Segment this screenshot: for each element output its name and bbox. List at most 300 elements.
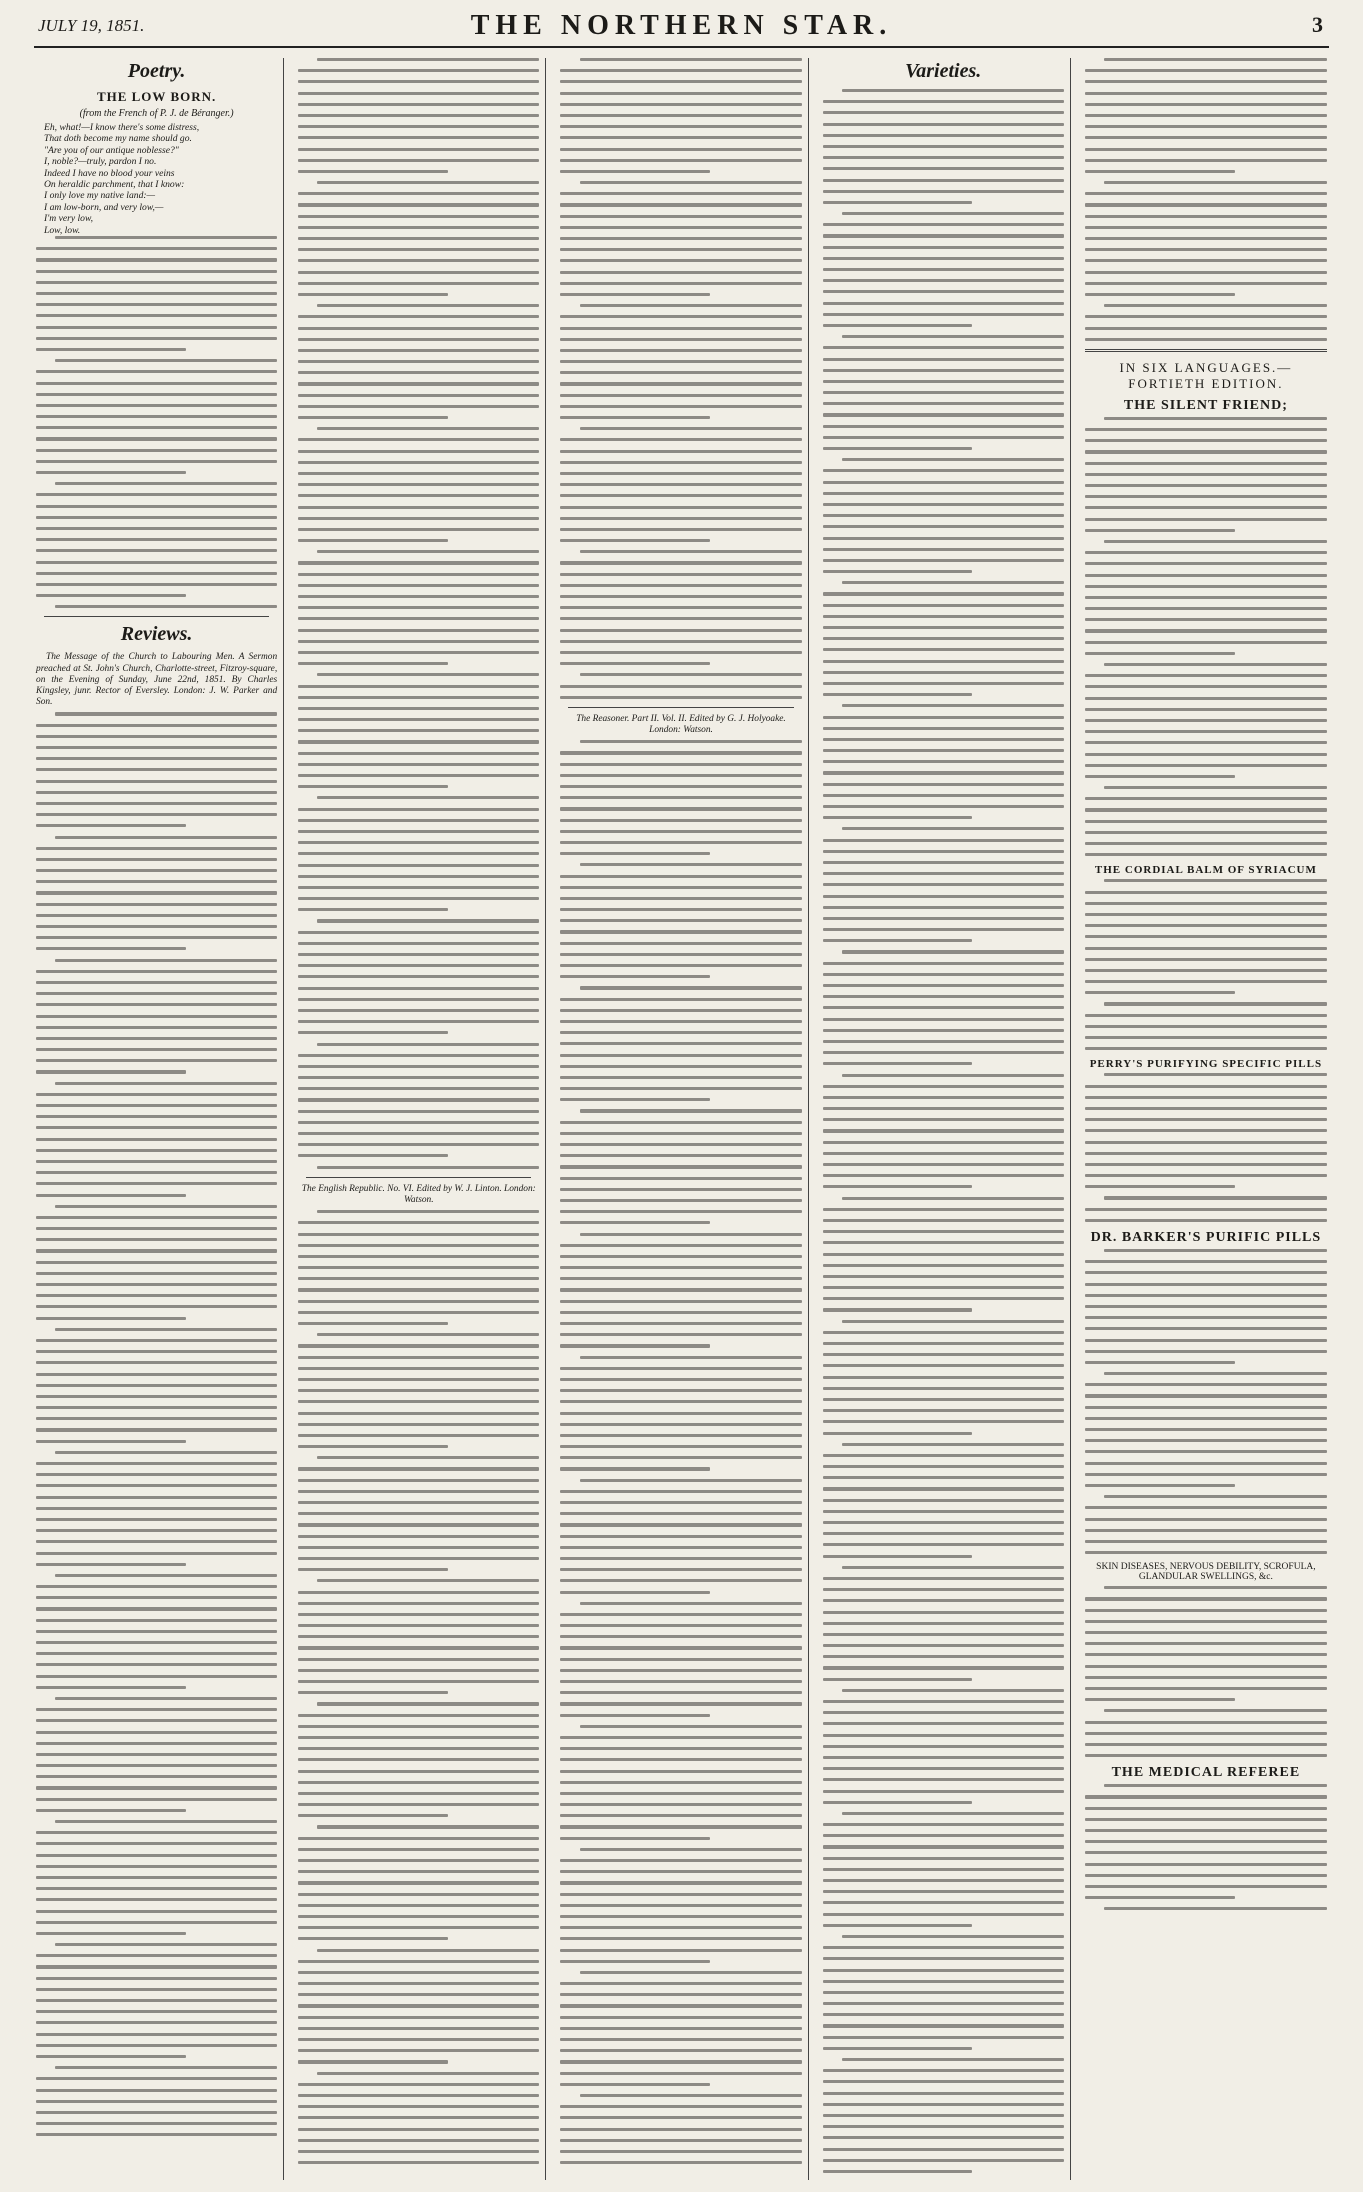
- text-line: [298, 1221, 539, 1224]
- text-line: [560, 1523, 801, 1526]
- text-line: [842, 827, 1064, 830]
- text-line: [298, 1434, 539, 1437]
- text-line: [560, 1837, 710, 1840]
- text-line: [36, 1496, 277, 1499]
- text-line: [1085, 1807, 1327, 1810]
- text-line: [823, 1432, 973, 1435]
- text-line: [298, 1311, 539, 1314]
- text-line: [317, 181, 539, 184]
- text-line: [823, 2047, 973, 2050]
- text-line: [1085, 215, 1327, 218]
- text-line: [36, 1842, 277, 1845]
- text-line: [580, 1602, 802, 1605]
- text-line: [36, 1440, 186, 1443]
- text-line: [36, 802, 277, 805]
- text-line: [298, 215, 539, 218]
- text-line: [1085, 629, 1327, 632]
- advert-body: [1085, 879, 1327, 1050]
- text-line: [1085, 1439, 1327, 1442]
- text-line: [560, 1904, 801, 1907]
- text-line: [823, 1510, 1064, 1513]
- text-line: [298, 561, 539, 564]
- text-line: [560, 629, 801, 632]
- text-line: [1085, 203, 1327, 206]
- text-line: [298, 886, 539, 889]
- text-line: [1104, 663, 1327, 666]
- text-line: [823, 2103, 1064, 2106]
- text-line: [36, 1149, 277, 1152]
- text-line: [560, 1255, 801, 1258]
- text-line: [36, 1753, 277, 1756]
- text-line: [36, 449, 277, 452]
- text-line: [823, 1722, 1064, 1725]
- text-line: [1085, 797, 1327, 800]
- text-line: [560, 2027, 801, 2030]
- text-line: [298, 1501, 539, 1504]
- text-line: [1085, 1129, 1327, 1132]
- text-line: [36, 1294, 277, 1297]
- text-line: [823, 2036, 1064, 2039]
- text-line: [842, 1320, 1064, 1323]
- text-line: [823, 1398, 1064, 1401]
- text-line: [1085, 685, 1327, 688]
- text-line: [298, 539, 448, 542]
- text-line: [823, 1185, 973, 1188]
- text-line: [560, 103, 801, 106]
- text-line: [842, 1812, 1064, 1815]
- text-line: [823, 413, 1064, 416]
- text-line: [298, 450, 539, 453]
- text-line: [298, 1870, 539, 1873]
- text-line: [560, 1020, 801, 1023]
- text-line: [298, 282, 539, 285]
- text-line: [580, 181, 802, 184]
- text-line: [36, 1216, 277, 1219]
- text-line: [1085, 1305, 1327, 1308]
- text-line: [823, 1129, 1064, 1132]
- text-line: [1085, 764, 1327, 767]
- text-line: [298, 1076, 539, 1079]
- text-line: [36, 813, 277, 816]
- text-line: [298, 192, 539, 195]
- text-line: [1085, 1885, 1327, 1888]
- advert-body: [1085, 1586, 1327, 1757]
- text-line: [1085, 1219, 1327, 1222]
- text-line: [36, 2111, 277, 2114]
- text-line: [298, 1054, 539, 1057]
- text-line: [298, 1356, 539, 1359]
- text-line: [1085, 192, 1327, 195]
- text-line: [1085, 1529, 1327, 1532]
- text-line: [1085, 891, 1327, 894]
- text-line: [1104, 540, 1327, 543]
- divider: [306, 1177, 531, 1178]
- text-line: [298, 159, 539, 162]
- text-line: [317, 919, 539, 922]
- text-line: [823, 1980, 1064, 1983]
- text-line: [298, 1546, 539, 1549]
- text-line: [298, 1110, 539, 1113]
- text-line: [298, 461, 539, 464]
- text-line: [1085, 315, 1327, 318]
- text-line: [1085, 980, 1327, 983]
- text-line: [560, 2038, 801, 2041]
- text-line: [317, 796, 539, 799]
- text-line: [298, 1915, 539, 1918]
- text-line: [36, 1552, 277, 1555]
- poem-line: I only love my native land:—: [44, 190, 156, 202]
- text-line: [1085, 618, 1327, 621]
- text-line: [298, 2105, 539, 2108]
- text-line: [560, 539, 710, 542]
- text-line: [560, 1758, 801, 1761]
- text-line: [560, 1960, 710, 1963]
- text-line: [580, 1848, 802, 1851]
- text-line: [842, 1197, 1064, 1200]
- text-line: [560, 1568, 801, 1571]
- text-line: [560, 1557, 801, 1560]
- text-line: [580, 1479, 802, 1482]
- poem-line: That doth become my name should go.: [44, 133, 192, 145]
- text-line: [36, 757, 277, 760]
- text-line: [560, 2004, 801, 2007]
- text-line: [298, 685, 539, 688]
- text-line: [298, 1512, 539, 1515]
- text-line: [55, 712, 277, 715]
- text-line: [298, 438, 539, 441]
- text-line: [298, 1031, 448, 1034]
- text-line: [823, 1890, 1064, 1893]
- text-line: [36, 1238, 277, 1241]
- text-line: [55, 1697, 277, 1700]
- text-line: [823, 134, 1064, 137]
- text-line: [36, 1507, 277, 1510]
- text-line: [823, 637, 1064, 640]
- advert-title-silent-friend: THE SILENT FRIEND;: [1123, 397, 1288, 413]
- text-line: [823, 290, 1064, 293]
- text-line: [1085, 159, 1327, 162]
- text-line: [1085, 969, 1327, 972]
- text-line: [823, 358, 1064, 361]
- text-line: [298, 528, 539, 531]
- text-line: [1085, 820, 1327, 823]
- text-line: [298, 830, 539, 833]
- text-line: [823, 1062, 973, 1065]
- text-line: [1085, 1665, 1327, 1668]
- text-line: [298, 785, 448, 788]
- text-line: [298, 1859, 539, 1862]
- text-line: [1085, 1631, 1327, 1634]
- text-line: [823, 771, 1064, 774]
- text-line: [560, 506, 801, 509]
- text-line: [298, 338, 539, 341]
- text-line: [298, 494, 539, 497]
- text-line: [298, 69, 539, 72]
- text-line: [560, 1993, 801, 1996]
- text-line: [842, 1074, 1064, 1077]
- text-line: [1085, 1609, 1327, 1612]
- text-line: [560, 125, 801, 128]
- text-line: [560, 953, 801, 956]
- text-line: [298, 327, 539, 330]
- text-line: [823, 917, 1064, 920]
- text-line: [317, 1825, 539, 1828]
- text-line: [298, 125, 539, 128]
- text-line: [823, 660, 1064, 663]
- text-line: [560, 1143, 801, 1146]
- text-line: [1085, 1208, 1327, 1211]
- text-line: [1085, 958, 1327, 961]
- text-line: [823, 1823, 1064, 1826]
- text-line: [560, 841, 801, 844]
- text-line: [560, 315, 801, 318]
- text-line: [823, 447, 973, 450]
- text-line: [317, 58, 539, 61]
- text-line: [1104, 1073, 1327, 1076]
- text-line: [823, 537, 1064, 540]
- text-line: [298, 1367, 539, 1370]
- text-line: [36, 1675, 277, 1678]
- text-line: [298, 2004, 539, 2007]
- text-line: [1085, 607, 1327, 610]
- text-line: [36, 1283, 277, 1286]
- text-line: [823, 201, 973, 204]
- text-line: [823, 514, 1064, 517]
- text-line: [580, 1971, 802, 1974]
- text-line: [298, 651, 539, 654]
- text-line: [560, 494, 801, 497]
- advert-body: [1085, 1073, 1327, 1222]
- text-line: [560, 2116, 801, 2119]
- text-line: [1104, 417, 1327, 420]
- text-line: [823, 1734, 1064, 1737]
- text-line: [298, 1714, 539, 1717]
- text-line: [1085, 1316, 1327, 1319]
- text-line: [560, 1691, 801, 1694]
- text-line: [298, 774, 539, 777]
- poem-title: THE LOW BORN.: [96, 89, 217, 104]
- text-line: [55, 1943, 277, 1946]
- text-line: [36, 292, 277, 295]
- text-line: [36, 1160, 277, 1163]
- text-line: [317, 1166, 539, 1169]
- text-line: [36, 847, 277, 850]
- text-line: [823, 783, 1064, 786]
- text-line: [1104, 1784, 1327, 1787]
- text-line: [1085, 1874, 1327, 1877]
- text-line: [1085, 473, 1327, 476]
- text-line: [298, 2150, 539, 2153]
- text-line: [36, 1384, 277, 1387]
- text-line: [823, 481, 1064, 484]
- text-line: [298, 1926, 539, 1929]
- text-line: [1085, 1620, 1327, 1623]
- text-line: [298, 1669, 539, 1672]
- advert-title-skin-diseases: SKIN DISEASES, NERVOUS DEBILITY, SCROFULA, GLANDULAR SWELLINGS, &c.: [1096, 1562, 1316, 1583]
- text-line: [298, 2060, 448, 2063]
- text-line: [823, 2024, 1064, 2027]
- text-line: [298, 80, 539, 83]
- text-line: [36, 583, 277, 586]
- text-line: [298, 394, 539, 397]
- text-line: [1085, 1383, 1327, 1386]
- text-line: [560, 1915, 801, 1918]
- text-line: [298, 271, 539, 274]
- text-line: [823, 369, 1064, 372]
- text-line: [298, 1591, 539, 1594]
- text-line: [298, 908, 448, 911]
- text-line: [298, 1065, 539, 1068]
- review2-body: [298, 1210, 539, 2164]
- text-line: [317, 2072, 539, 2075]
- text-line: [36, 426, 277, 429]
- text-line: [560, 1065, 801, 1068]
- text-line: [317, 1333, 539, 1336]
- text-line: [1085, 1687, 1327, 1690]
- text-line: [36, 1809, 186, 1812]
- text-line: [1085, 902, 1327, 905]
- text-line: [1085, 562, 1327, 565]
- text-line: [560, 662, 710, 665]
- text-line: [1104, 1372, 1327, 1375]
- text-line: [1085, 991, 1235, 994]
- text-line: [36, 914, 277, 917]
- text-line: [1104, 304, 1327, 307]
- text-line: [560, 785, 801, 788]
- text-line: [1085, 1597, 1327, 1600]
- text-line: [823, 727, 1064, 730]
- text-line: [560, 405, 801, 408]
- text-line: [36, 1104, 277, 1107]
- text-line: [1085, 1327, 1327, 1330]
- text-line: [298, 1837, 539, 1840]
- text-line: [823, 1611, 1064, 1614]
- text-line: [36, 337, 277, 340]
- text-line: [1085, 428, 1327, 431]
- text-line: [823, 1331, 1064, 1334]
- text-line: [1104, 786, 1327, 789]
- text-line: [55, 482, 277, 485]
- text-line: [298, 2027, 539, 2030]
- text-line: [560, 1389, 801, 1392]
- text-line: [36, 1731, 277, 1734]
- text-line: [823, 883, 1064, 886]
- text-line: [298, 92, 539, 95]
- text-line: [823, 324, 973, 327]
- text-line: [823, 100, 1064, 103]
- text-line: [823, 682, 1064, 685]
- text-line: [823, 1286, 1064, 1289]
- text-line: [36, 1932, 186, 1935]
- poem-line: I am low-born, and very low,—: [44, 201, 164, 213]
- text-line: [298, 416, 448, 419]
- text-line: [823, 1118, 1064, 1121]
- text-line: [36, 2044, 277, 2047]
- text-line: [1085, 248, 1327, 251]
- text-line: [36, 1641, 277, 1644]
- text-line: [36, 348, 186, 351]
- text-line: [1104, 1709, 1327, 1712]
- text-line: [823, 302, 1064, 305]
- text-line: [560, 1434, 801, 1437]
- text-line: [1085, 1118, 1327, 1121]
- text-line: [298, 819, 539, 822]
- text-line: [823, 738, 1064, 741]
- text-line: [36, 768, 277, 771]
- text-line: [36, 1462, 277, 1465]
- text-line: [36, 1171, 277, 1174]
- text-line: [36, 1070, 186, 1073]
- text-line: [823, 973, 1064, 976]
- text-line: [823, 615, 1064, 618]
- text-line: [298, 1646, 539, 1649]
- text-line: [560, 271, 801, 274]
- text-line: [560, 1814, 801, 1817]
- text-line: [36, 936, 277, 939]
- text-line: [823, 749, 1064, 752]
- text-line: [1085, 1174, 1327, 1177]
- masthead: [34, 0, 1329, 48]
- text-line: [823, 1543, 1064, 1546]
- text-line: [298, 707, 539, 710]
- text-line: [823, 1969, 1064, 1972]
- advert-title-perrys-pills: PERRY'S PURIFYING SPECIFIC PILLS: [1089, 1058, 1323, 1071]
- text-line: [560, 114, 801, 117]
- section-heading-poetry: Poetry.: [127, 60, 186, 82]
- text-line: [298, 752, 539, 755]
- text-line: [36, 1719, 277, 1722]
- text-line: [823, 1152, 1064, 1155]
- text-line: [560, 2139, 801, 2142]
- text-line: [298, 875, 539, 878]
- text-line: [560, 237, 801, 240]
- text-line: [298, 573, 539, 576]
- text-line: [823, 1387, 1064, 1390]
- text-line: [298, 1344, 539, 1347]
- text-line: [1104, 1002, 1327, 1005]
- text-line: [560, 1624, 801, 1627]
- text-line: [1085, 1294, 1327, 1297]
- text-line: [1085, 1107, 1327, 1110]
- text-line: [36, 471, 186, 474]
- poem-line: I, noble?—truly, pardon I no.: [44, 156, 157, 168]
- text-line: [298, 1132, 539, 1135]
- text-line: [36, 1026, 277, 1029]
- text-line: [36, 516, 277, 519]
- text-line: [823, 939, 973, 942]
- text-line: [298, 1904, 539, 1907]
- text-line: [36, 2021, 277, 2024]
- column-2: [292, 58, 546, 2180]
- text-line: [842, 1935, 1064, 1938]
- text-line: [823, 1521, 1064, 1524]
- text-line: [823, 2170, 973, 2173]
- text-line: [823, 693, 973, 696]
- text-line: [560, 1412, 801, 1415]
- text-line: [1085, 327, 1327, 330]
- text-line: [1104, 1907, 1327, 1910]
- divider: [568, 707, 793, 708]
- text-line: [842, 1566, 1064, 1569]
- text-line: [823, 1678, 973, 1681]
- text-line: [298, 1680, 539, 1683]
- text-line: [560, 136, 801, 139]
- text-line: [823, 671, 1064, 674]
- text-line: [580, 304, 802, 307]
- text-line: [298, 1658, 539, 1661]
- text-line: [823, 570, 973, 573]
- text-line: [1085, 148, 1327, 151]
